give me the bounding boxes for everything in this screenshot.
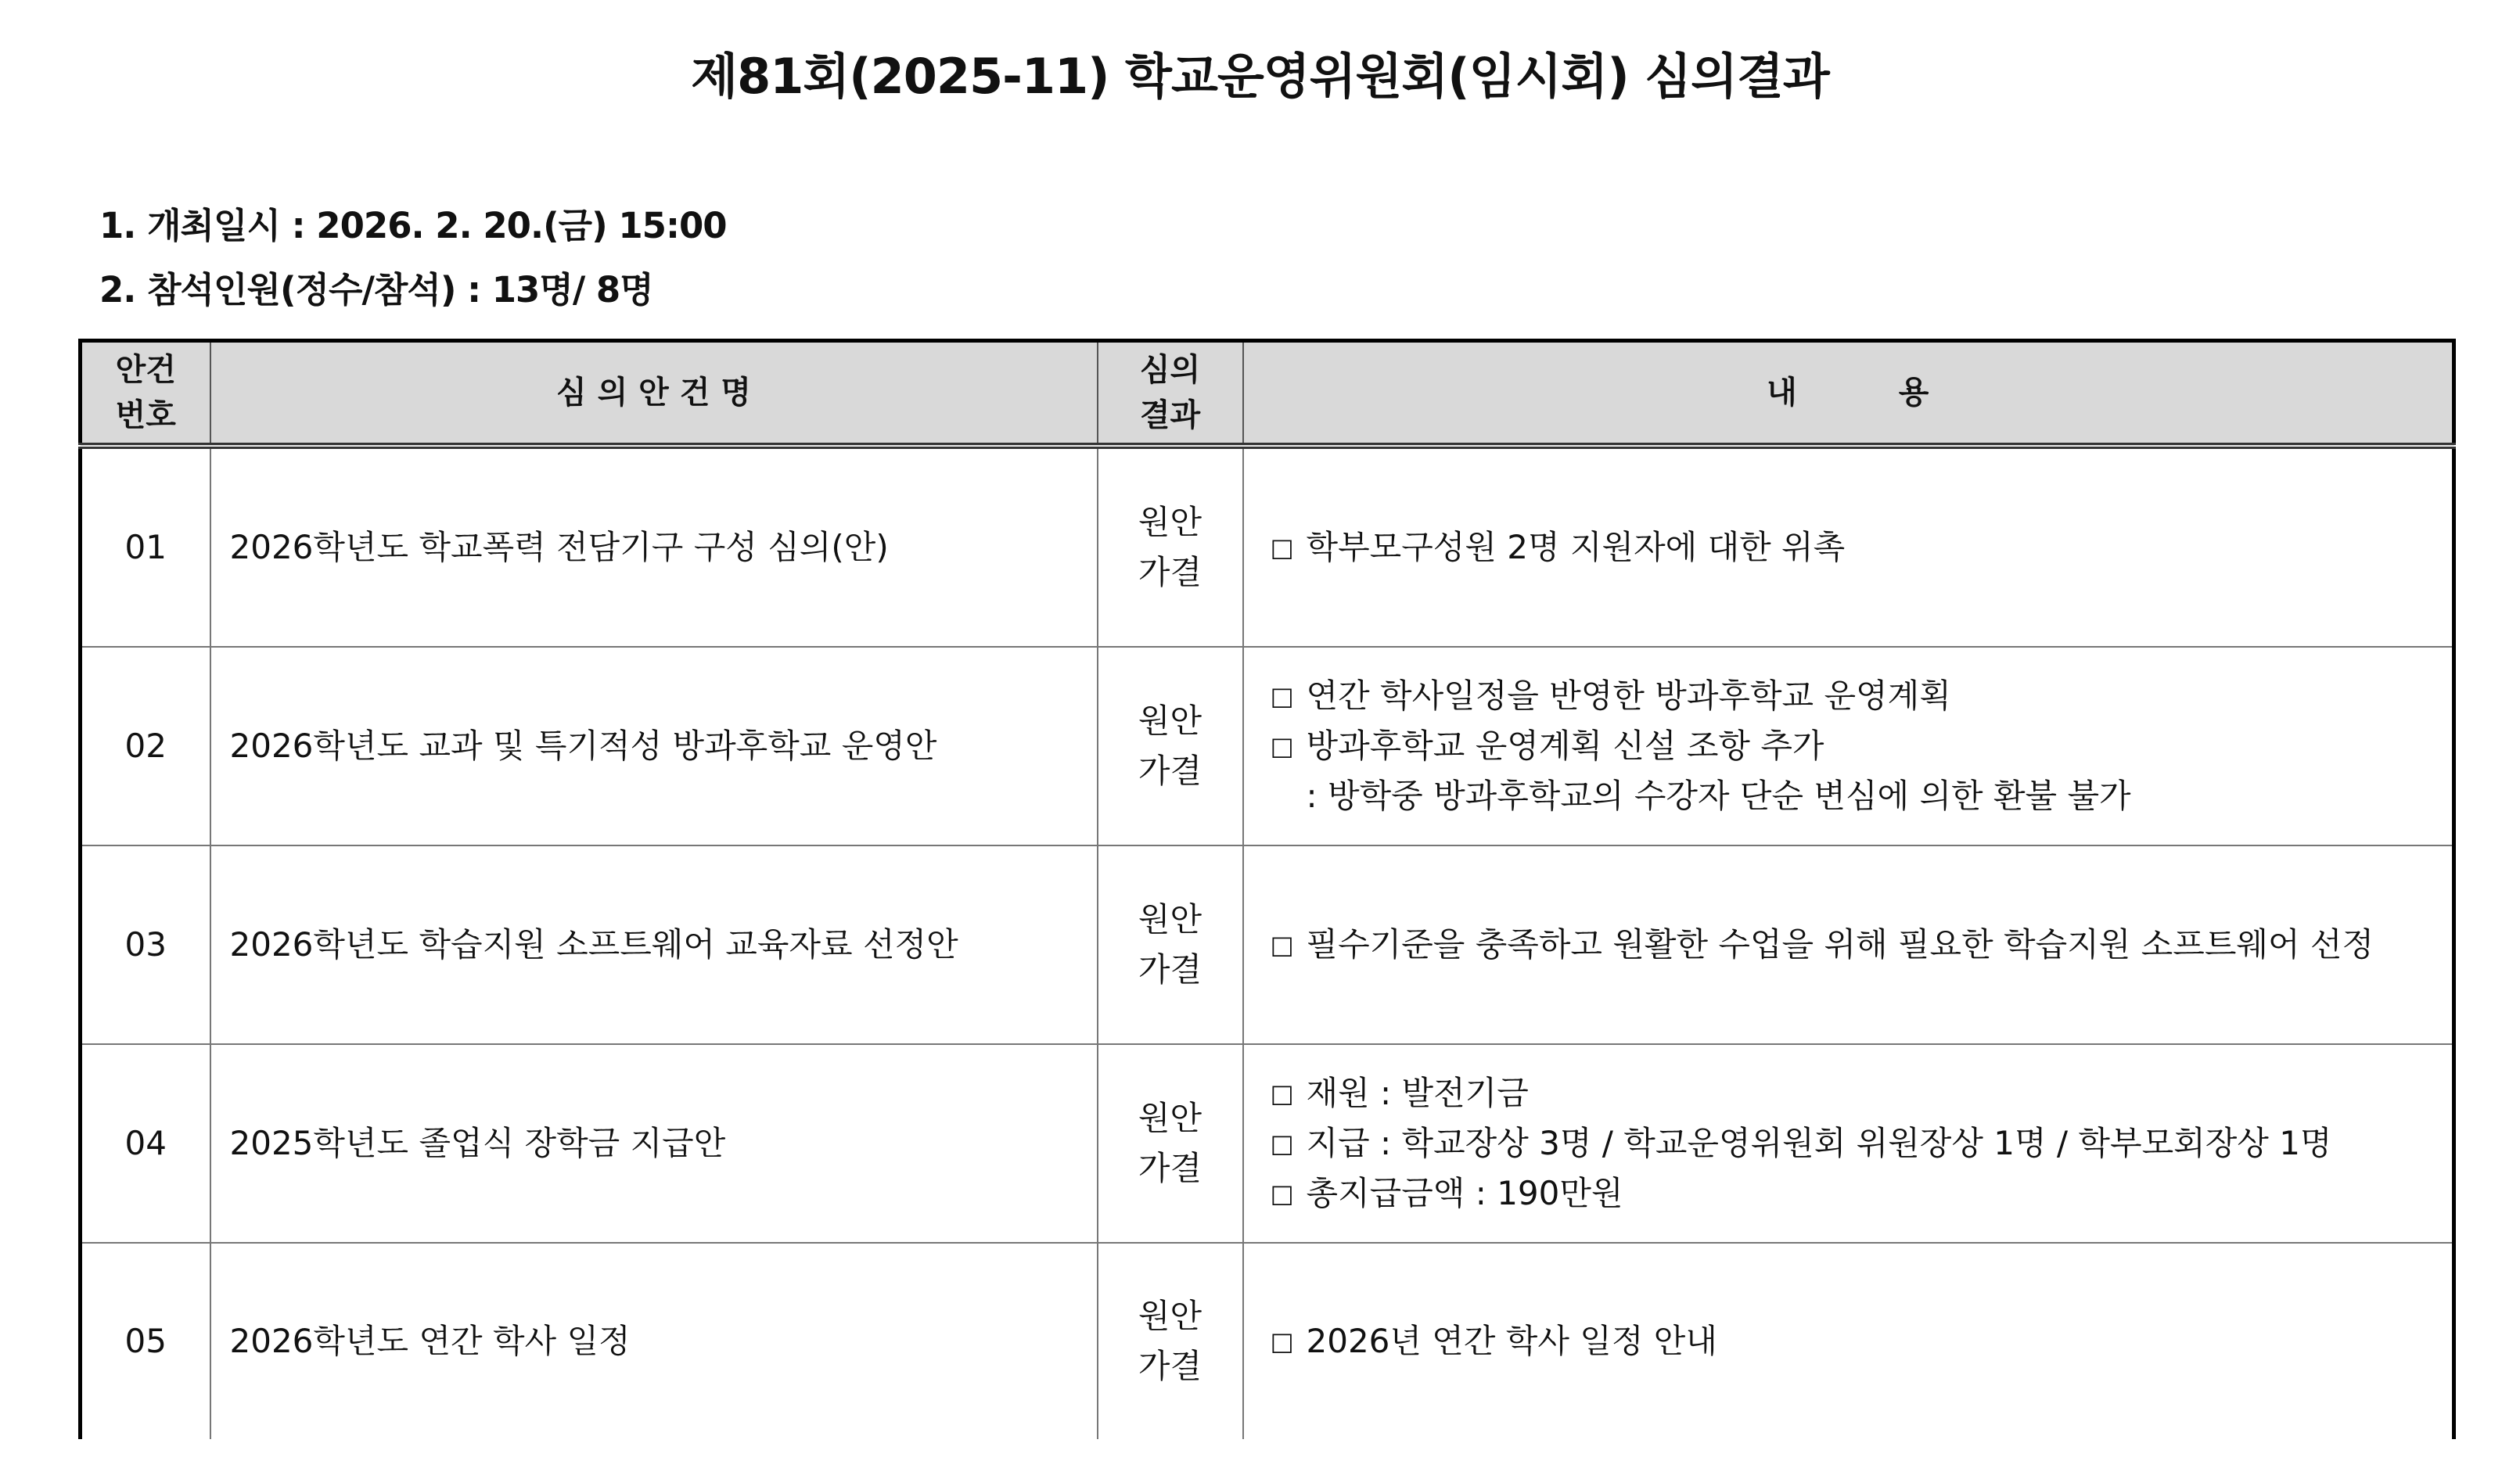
content-item	[1271, 1316, 2453, 1366]
header-agenda-no-line1: 안건	[115, 352, 176, 388]
agenda-number: 05	[81, 1243, 210, 1439]
content-item-text: 학부모구성원 2명 지원자에 대한 위촉	[1306, 528, 1846, 566]
agenda-content	[1243, 1243, 2454, 1439]
result-line2: 가결	[1138, 553, 1202, 591]
result-line2: 가결	[1138, 1149, 1202, 1187]
agenda-content	[1243, 1044, 2454, 1243]
checkbox-square-icon: □	[1270, 1326, 1294, 1356]
content-item-text: 재원 : 발전기금	[1306, 1074, 1529, 1112]
table-row	[81, 647, 2454, 845]
agenda-name: 2026학년도 학교폭력 전담기구 구성 심의(안)	[210, 446, 1098, 647]
result-line2: 가결	[1138, 752, 1202, 790]
content-item	[1271, 671, 2453, 721]
result-line1: 원안	[1138, 1297, 1202, 1335]
header-result	[1098, 341, 1243, 447]
header-agenda-name-text: 심 의 안 건 명	[556, 375, 751, 411]
agenda-number: 01	[81, 446, 210, 647]
agenda-content	[1243, 647, 2454, 845]
page-title: 제81회(2025-11) 학교운영위원회(임시회) 심의결과	[691, 48, 1829, 105]
results-table	[78, 339, 2456, 1439]
result-line1: 원안	[1138, 503, 1202, 541]
header-agenda-no-line2: 번호	[115, 397, 176, 433]
attendance: 2. 참석인원(정수/참석) : 13명/ 8명	[99, 269, 653, 311]
checkbox-square-icon: □	[1270, 930, 1294, 960]
agenda-name: 2025학년도 졸업식 장학금 지급안	[210, 1044, 1098, 1243]
content-subnote: : 방학중 방과후학교의 수강자 단순 변심에 의한 환불 불가	[1306, 777, 2131, 815]
table-header-row	[81, 341, 2454, 447]
header-content-b: 용	[1898, 375, 1929, 411]
content-item-text: 연간 학사일정을 반영한 방과후학교 운영계획	[1306, 677, 1951, 715]
header-content-a: 내	[1767, 375, 1797, 411]
result-line2: 가결	[1138, 1347, 1202, 1385]
content-item	[1271, 522, 2453, 573]
content-item-text: 지급 : 학교장상 3명 / 학교운영위원회 위원장상 1명 / 학부모회장상 1명	[1306, 1124, 2332, 1162]
checkbox-square-icon: □	[1270, 533, 1294, 562]
agenda-result	[1098, 1044, 1243, 1243]
content-item-text: 총지급금액 : 190만원	[1306, 1174, 1623, 1212]
header-content	[1243, 341, 2454, 447]
checkbox-square-icon: □	[1270, 681, 1294, 711]
table-row	[81, 446, 2454, 647]
content-item	[1271, 1068, 2453, 1118]
checkbox-square-icon: □	[1270, 731, 1294, 761]
checkbox-square-icon: □	[1270, 1079, 1294, 1108]
header-result-line1: 심의	[1139, 352, 1201, 388]
header-agenda-no	[81, 341, 210, 447]
agenda-content	[1243, 845, 2454, 1044]
content-item-text: 방과후학교 운영계획 신설 조항 추가	[1306, 727, 1824, 765]
table-row	[81, 845, 2454, 1044]
result-line1: 원안	[1138, 900, 1202, 939]
content-item	[1271, 1168, 2453, 1219]
content-item	[1271, 721, 2453, 771]
header-agenda-name	[210, 341, 1098, 447]
content-item	[1271, 920, 2453, 970]
content-item	[1271, 1118, 2453, 1168]
content-item-text: 2026년 연간 학사 일정 안내	[1306, 1322, 1717, 1360]
content-item-text: 필수기준을 충족하고 원활한 수업을 위해 필요한 학습지원 소프트웨어 선정	[1306, 925, 2374, 964]
agenda-result	[1098, 1243, 1243, 1439]
agenda-number: 02	[81, 647, 210, 845]
agenda-name: 2026학년도 교과 및 특기적성 방과후학교 운영안	[210, 647, 1098, 845]
result-line2: 가결	[1138, 950, 1202, 989]
table-row	[81, 1243, 2454, 1439]
agenda-result	[1098, 845, 1243, 1044]
meeting-datetime: 1. 개최일시 : 2026. 2. 20.(금) 15:00	[99, 205, 727, 246]
result-line1: 원안	[1138, 702, 1202, 740]
agenda-name: 2026학년도 연간 학사 일정	[210, 1243, 1098, 1439]
agenda-content	[1243, 446, 2454, 647]
table-row	[81, 1044, 2454, 1243]
agenda-result	[1098, 647, 1243, 845]
result-line1: 원안	[1138, 1099, 1202, 1137]
checkbox-square-icon: □	[1270, 1179, 1294, 1208]
agenda-number: 03	[81, 845, 210, 1044]
header-result-line2: 결과	[1139, 397, 1201, 433]
agenda-number: 04	[81, 1044, 210, 1243]
checkbox-square-icon: □	[1270, 1129, 1294, 1158]
agenda-name: 2026학년도 학습지원 소프트웨어 교육자료 선정안	[210, 845, 1098, 1044]
agenda-result	[1098, 446, 1243, 647]
